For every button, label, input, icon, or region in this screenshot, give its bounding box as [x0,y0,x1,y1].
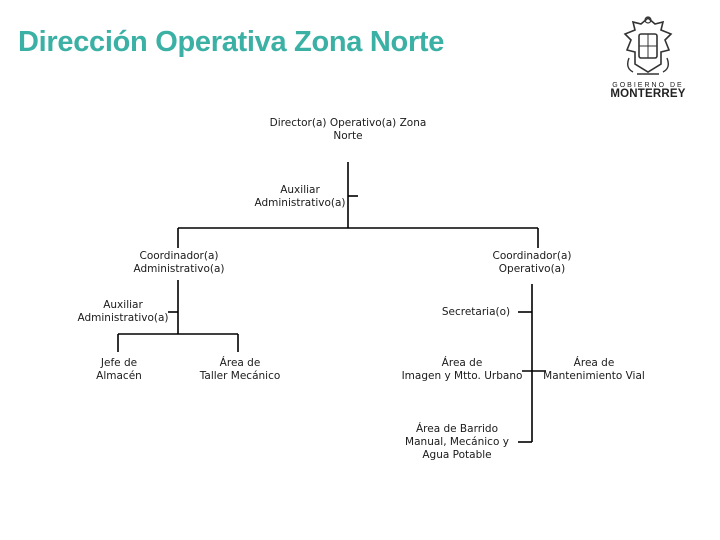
node-imagen: Área de Imagen y Mtto. Urbano [401,357,523,382]
node-mantenimiento: Área de Mantenimiento Vial [543,357,645,382]
node-coord-admin: Coordinador(a) Administrativo(a) [133,250,225,275]
node-coord-oper: Coordinador(a) Operativo(a) [492,250,572,275]
logo-line1: GOBIERNO DE [612,82,684,89]
node-secretaria: Secretaria(o) [441,306,511,318]
node-aux-director: Auxiliar Administrativo(a) [254,184,346,209]
logo-line2: MONTERREY [610,88,686,100]
node-barrido: Área de Barrido Manual, Mecánico y Agua Potable [405,423,509,461]
page-title: Dirección Operativa Zona Norte [18,26,445,58]
node-taller: Área de Taller Mecánico [199,357,281,382]
node-director: Director(a) Operativo(a) Zona Norte [269,117,427,142]
node-aux-admin: Auxiliar Administrativo(a) [77,299,169,324]
node-jefe-almacen: Jefe de Almacén [96,357,142,382]
